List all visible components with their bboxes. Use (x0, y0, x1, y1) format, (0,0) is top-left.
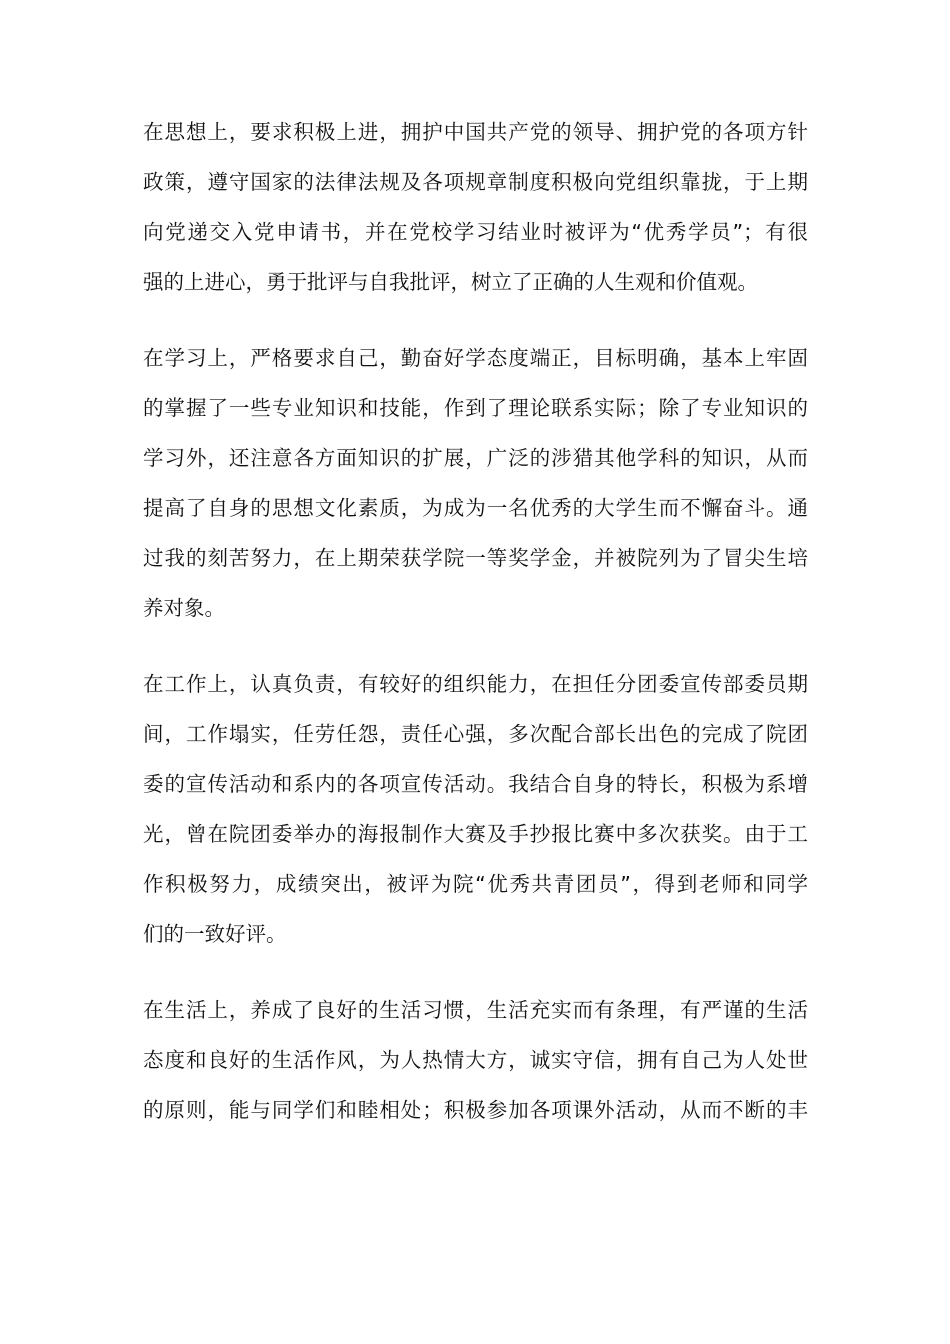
text-line: 强的上进心，勇于批评与自我批评，树立了正确的人生观和价值观。 (143, 270, 758, 294)
text-line: 在工作上，认真负责，有较好的组织能力，在担任分团委宣传部委员期 (143, 672, 808, 696)
document-body (143, 107, 808, 1161)
text-line: 养对象。 (143, 596, 225, 620)
text-line: 在思想上，要求积极上进，拥护中国共产党的领导、拥护党的各项方针 (143, 120, 808, 144)
text-line: 们的一致好评。 (143, 922, 287, 946)
text-line: 过我的刻苦努力，在上期荣获学院一等奖学金，并被院列为了冒尖生培 (143, 546, 808, 570)
text-line: 提高了自身的思想文化素质，为成为一名优秀的大学生而不懈奋斗。通 (143, 496, 808, 520)
text-line: 作积极努力，成绩突出，被评为院“优秀共青团员”，得到老师和同学 (143, 872, 808, 896)
text-line: 在学习上，严格要求自己，勤奋好学态度端正，目标明确，基本上牢固 (143, 346, 808, 370)
text-line: 间，工作塌实，任劳任怨，责任心强，多次配合部长出色的完成了院团 (143, 722, 808, 746)
text-line: 政策，遵守国家的法律法规及各项规章制度积极向党组织靠拢，于上期 (143, 170, 808, 194)
paragraph-thought (143, 107, 808, 307)
text-line: 光，曾在院团委举办的海报制作大赛及手抄报比赛中多次获奖。由于工 (143, 822, 808, 846)
text-line: 态度和良好的生活作风，为人热情大方，诚实守信，拥有自己为人处世 (143, 1048, 808, 1072)
paragraph-work (143, 659, 808, 959)
text-line: 学习外，还注意各方面知识的扩展，广泛的涉猎其他学科的知识，从而 (143, 446, 808, 470)
text-line: 在生活上，养成了良好的生活习惯，生活充实而有条理，有严谨的生活 (143, 998, 808, 1022)
text-line: 的原则，能与同学们和睦相处；积极参加各项课外活动，从而不断的丰 (143, 1098, 808, 1122)
text-line: 委的宣传活动和系内的各项宣传活动。我结合自身的特长，积极为系增 (143, 772, 808, 796)
paragraph-study (143, 333, 808, 633)
text-line: 的掌握了一些专业知识和技能，作到了理论联系实际；除了专业知识的 (143, 396, 808, 420)
paragraph-life (143, 985, 808, 1135)
text-line: 向党递交入党申请书，并在党校学习结业时被评为“优秀学员”；有很 (143, 220, 808, 244)
